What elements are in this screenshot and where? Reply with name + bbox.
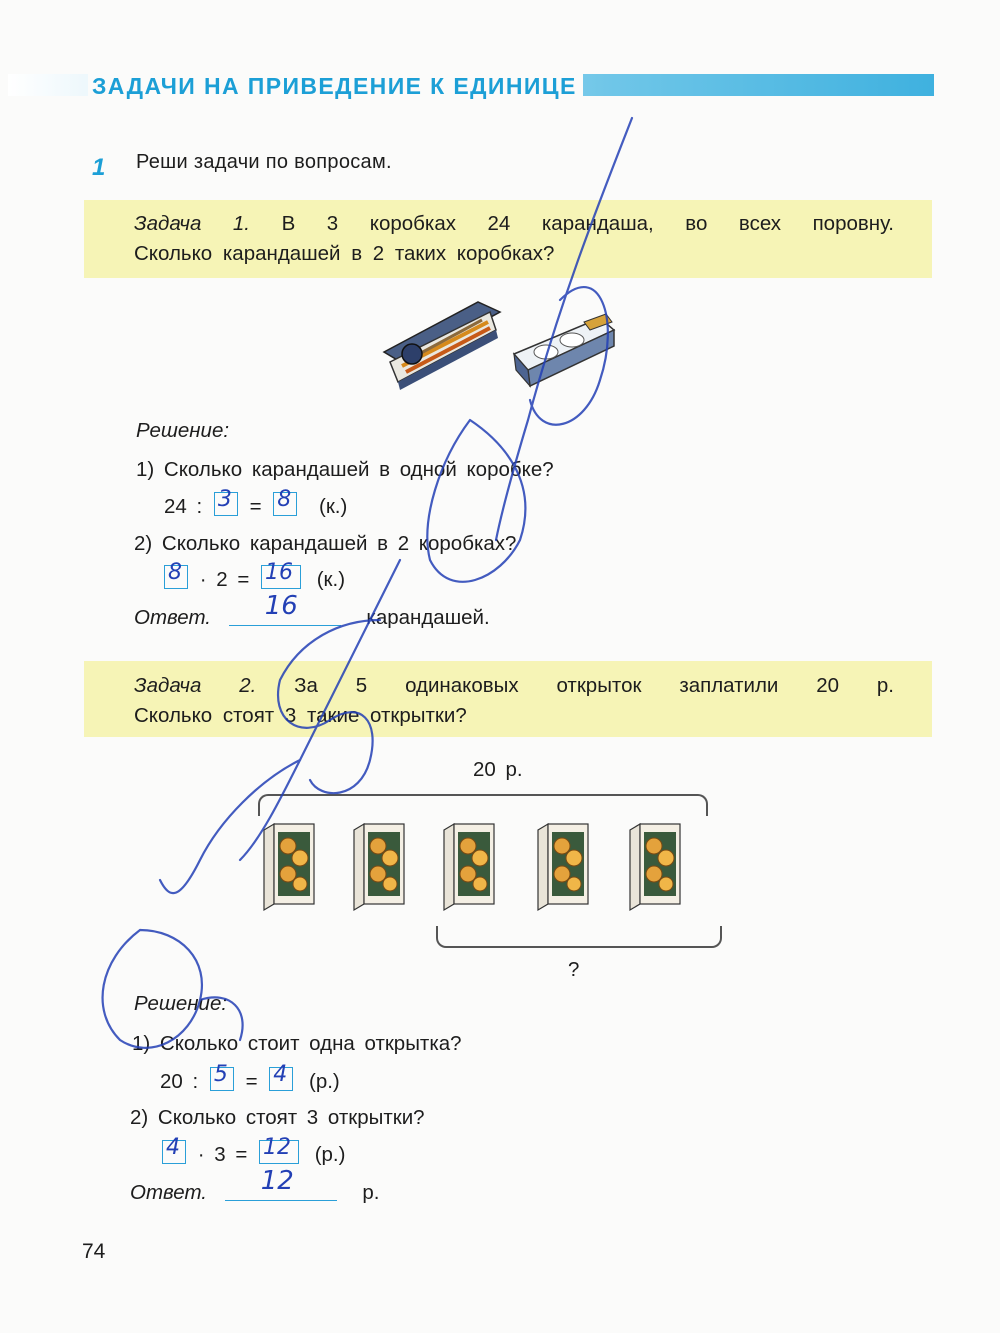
diagram-question-mark: ? — [568, 958, 580, 981]
task1-eq2-factor-box[interactable]: 8 — [164, 565, 188, 589]
task2-eq1-dividend: 20 : — [160, 1070, 199, 1093]
exercise-number: 1 — [92, 154, 106, 181]
postcard-icon — [354, 824, 404, 910]
task1-answer-label: Ответ. — [134, 606, 211, 629]
task2-eq2-unit: (р.) — [314, 1143, 346, 1166]
task2-eq1-unit: (р.) — [309, 1070, 340, 1093]
exercise-instruction: Реши задачи по вопросам. — [136, 151, 392, 173]
task1-step1-question: 1) Сколько карандашей в одной коробке? — [136, 458, 554, 481]
eraser-box-icon — [514, 314, 614, 386]
task1-condition: В 3 коробках 24 карандаша, во всех поровну. — [281, 212, 894, 235]
task1-step1-equation — [164, 487, 348, 519]
task1-eq2-result-box[interactable]: 16 — [261, 565, 301, 589]
task1-text-line1 — [134, 209, 894, 239]
postcard-icon — [538, 824, 588, 910]
task1-label: Задача 1. — [134, 212, 251, 235]
postcard-icon — [630, 824, 680, 910]
pencil-boxes-illustration — [378, 290, 618, 400]
task1-answer-unit: карандашей. — [366, 606, 490, 629]
task2-label: Задача 2. — [134, 674, 257, 697]
task2-step2-equation — [160, 1135, 346, 1167]
page-title: ЗАДАЧИ НА ПРИВЕДЕНИЕ К ЕДИНИЦЕ — [88, 72, 583, 100]
task1-eq1-unit: (к.) — [319, 495, 348, 518]
task2-answer-label: Ответ. — [130, 1181, 207, 1204]
postcard-icon — [264, 824, 314, 910]
task2-answer-field[interactable]: 12 — [225, 1180, 337, 1201]
task1-step2-question: 2) Сколько карандашей в 2 коробках? — [134, 532, 517, 555]
task2-eq2-operator: · 3 = — [197, 1143, 248, 1166]
task2-eq1-divisor-box[interactable]: 5 — [210, 1067, 234, 1091]
task1-eq2-operator: · 2 = — [199, 568, 250, 591]
postcards-row — [258, 822, 698, 912]
task1-question: Сколько карандашей в 2 таких коробках? — [134, 242, 555, 265]
task2-question: Сколько стоят 3 такие открытки? — [134, 704, 467, 727]
task2-eq1-equals: = — [245, 1070, 258, 1093]
diagram-top-bracket — [258, 794, 708, 816]
task2-step2-question: 2) Сколько стоят 3 открытки? — [130, 1106, 425, 1129]
task2-eq1-result-box[interactable]: 4 — [269, 1067, 293, 1091]
task2-answer-row — [130, 1166, 380, 1205]
task1-answer-field[interactable]: 16 — [229, 605, 341, 626]
task1-eq1-result-box[interactable]: 8 — [273, 492, 297, 516]
task2-eq2-factor-box[interactable]: 4 — [162, 1140, 186, 1164]
task1-step2-equation — [162, 560, 346, 592]
task1-eq1-divisor-box[interactable]: 3 — [214, 492, 238, 516]
task2-step1-equation — [160, 1062, 340, 1094]
task2-answer-unit: р. — [362, 1181, 380, 1204]
postcard-icon — [444, 824, 494, 910]
task2-condition: За 5 одинаковых открыток заплатили 20 р. — [294, 674, 894, 697]
task2-solution-label: Решение: — [134, 992, 228, 1015]
task1-answer-row — [134, 591, 490, 630]
task2-eq2-result-box[interactable]: 12 — [259, 1140, 299, 1164]
task1-eq2-unit: (к.) — [316, 568, 346, 591]
task1-eq1-dividend: 24 : — [164, 495, 203, 518]
diagram-total-label: 20 р. — [473, 758, 523, 781]
task1-eq1-equals: = — [249, 495, 262, 518]
pencil-box-icon — [384, 302, 500, 390]
diagram-bottom-bracket — [436, 926, 722, 948]
page-number: 74 — [82, 1240, 106, 1263]
task1-solution-label: Решение: — [136, 419, 230, 442]
task2-text-line1 — [134, 671, 894, 701]
task2-step1-question: 1) Сколько стоит одна открытка? — [132, 1032, 462, 1055]
